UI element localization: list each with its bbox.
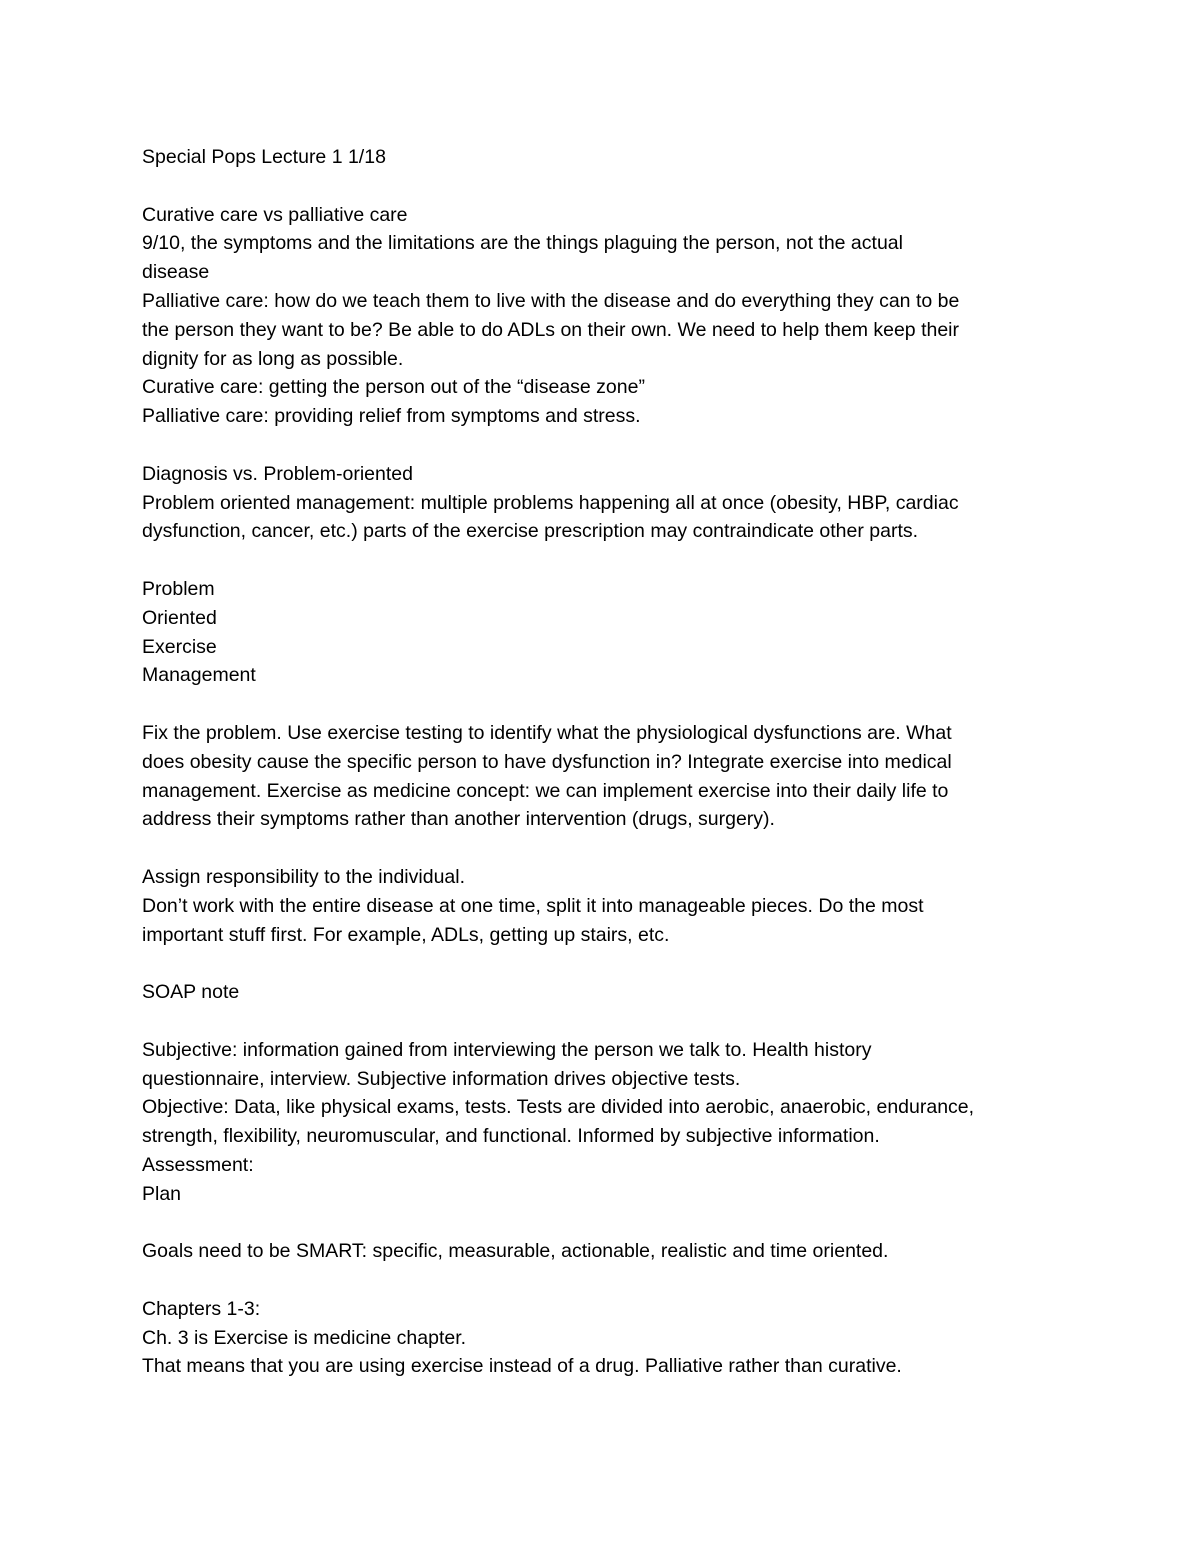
text-line: Subjective: information gained from interviewing the person we talk to. Health history	[142, 1038, 872, 1061]
paragraph-spacer	[142, 1007, 1082, 1036]
text-line: Curative care vs palliative care	[142, 203, 408, 226]
text-line: Ch. 3 is Exercise is medicine chapter.	[142, 1326, 467, 1349]
text-line: does obesity cause the specific person to have dysfunction in? Integrate exercise into medical	[142, 750, 952, 773]
text-line: Management	[142, 664, 256, 687]
text-line: strength, flexibility, neuromuscular, and functional. Informed by subjective information.	[142, 1125, 880, 1148]
paragraph	[142, 1036, 1082, 1209]
text-line: Oriented	[142, 606, 217, 629]
text-line: questionnaire, interview. Subjective information drives objective tests.	[142, 1067, 741, 1090]
paragraph-spacer	[142, 172, 1082, 201]
paragraph	[142, 719, 1082, 834]
text-line: address their symptoms rather than another intervention (drugs, surgery).	[142, 808, 775, 831]
paragraph	[142, 863, 1082, 949]
paragraph-spacer	[142, 834, 1082, 863]
paragraph	[142, 460, 1082, 546]
text-line: Palliative care: how do we teach them to live with the disease and do everything they can to be	[142, 289, 960, 312]
paragraph-spacer	[142, 431, 1082, 460]
paragraph	[142, 575, 1082, 690]
text-line: Problem oriented management: multiple problems happening all at once (obesity, HBP, cardiac	[142, 491, 959, 514]
text-line: Problem	[142, 577, 215, 600]
text-line: dignity for as long as possible.	[142, 347, 404, 370]
text-line: Exercise	[142, 635, 217, 658]
paragraph-spacer	[142, 1208, 1082, 1237]
text-line: Curative care: getting the person out of the “disease zone”	[142, 376, 645, 399]
paragraph	[142, 201, 1082, 431]
text-line: Assign responsibility to the individual.	[142, 865, 466, 888]
text-line: That means that you are using exercise instead of a drug. Palliative rather than curative.	[142, 1355, 902, 1378]
text-line: management. Exercise as medicine concept: we can implement exercise into their daily life to	[142, 779, 949, 802]
paragraph-spacer	[142, 1266, 1082, 1295]
paragraph-spacer	[142, 690, 1082, 719]
text-line: SOAP note	[142, 981, 240, 1004]
paragraph-spacer	[142, 949, 1082, 978]
text-line: dysfunction, cancer, etc.) parts of the exercise prescription may contraindicate other parts.	[142, 520, 919, 543]
text-line: Plan	[142, 1182, 182, 1205]
text-line: Palliative care: providing relief from symptoms and stress.	[142, 405, 641, 428]
text-line: Don’t work with the entire disease at one time, split it into manageable pieces. Do the most	[142, 894, 924, 917]
text-line: disease	[142, 261, 210, 284]
text-line: Goals need to be SMART: specific, measurable, actionable, realistic and time oriented.	[142, 1240, 889, 1263]
text-line: Assessment:	[142, 1153, 254, 1176]
text-line: important stuff first. For example, ADLs, getting up stairs, etc.	[142, 923, 670, 946]
paragraph	[142, 978, 1082, 1007]
paragraph	[142, 1295, 1082, 1381]
text-line: the person they want to be? Be able to do ADLs on their own. We need to help them keep their	[142, 318, 960, 341]
text-line: 9/10, the symptoms and the limitations are the things plaguing the person, not the actual	[142, 232, 903, 255]
paragraph-spacer	[142, 546, 1082, 575]
document-title-block	[142, 143, 1082, 172]
document-title: Special Pops Lecture 1 1/18	[142, 146, 386, 168]
paragraph	[142, 1237, 1082, 1266]
text-line: Diagnosis vs. Problem-oriented	[142, 462, 413, 485]
text-line: Fix the problem. Use exercise testing to identify what the physiological dysfunctions are. What	[142, 721, 952, 744]
text-line: Objective: Data, like physical exams, tests. Tests are divided into aerobic, anaerobic, endurance,	[142, 1096, 975, 1119]
document-page	[142, 143, 1082, 1381]
text-line: Chapters 1-3:	[142, 1297, 261, 1320]
